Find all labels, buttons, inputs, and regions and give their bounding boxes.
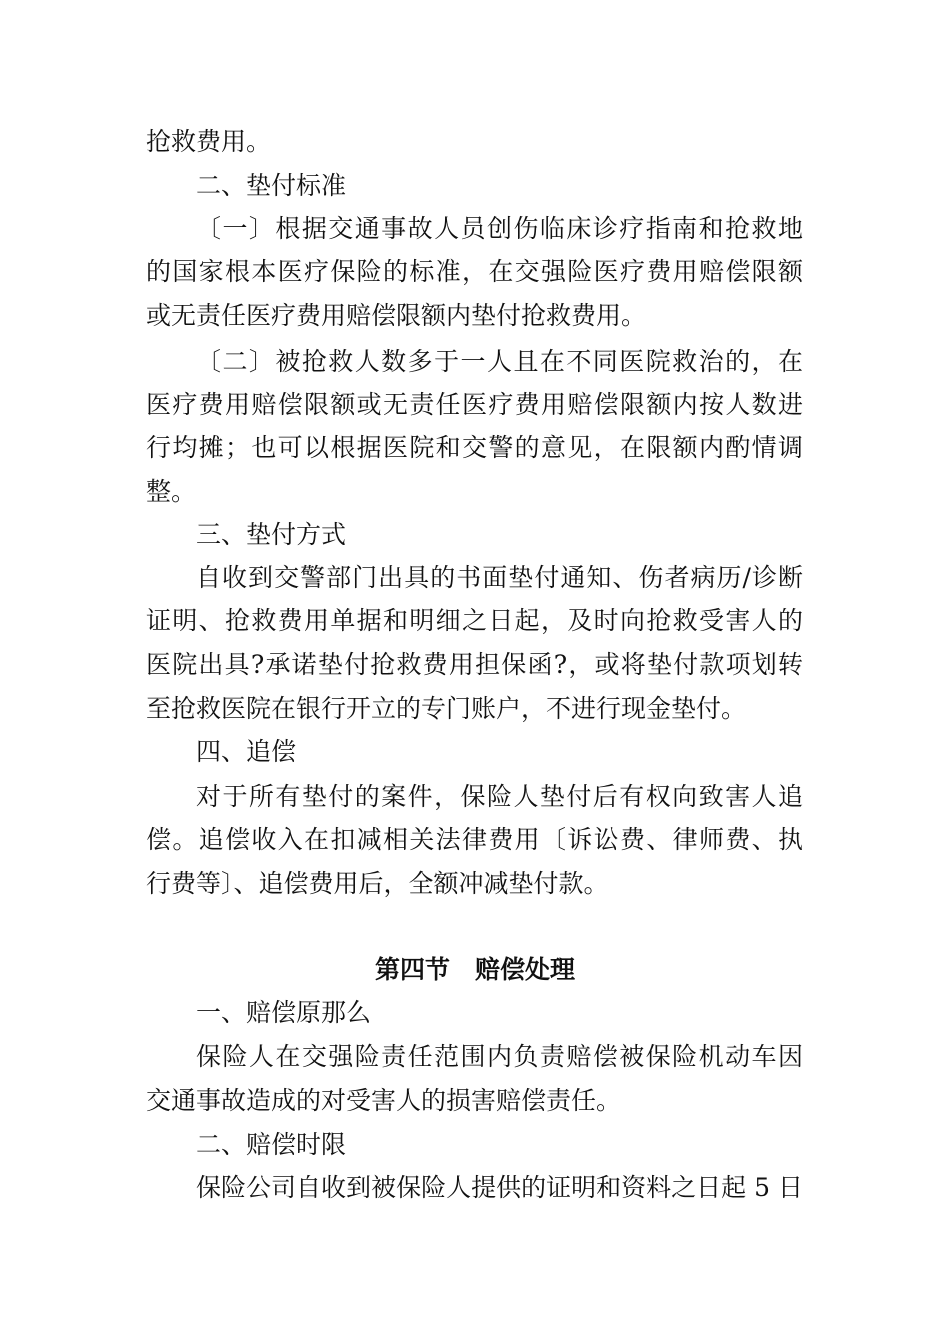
paragraph-line: 保险公司自收到被保险人提供的证明和资料之日起 5 日 [196,1173,803,1202]
section-heading: 二、垫付标准 [196,171,347,200]
paragraph-line: 偿。追偿收入在扣减相关法律费用〔诉讼费、律师费、执 [146,825,803,854]
section-heading: 三、垫付方式 [196,520,347,549]
paragraph-line: 自收到交警部门出具的书面垫付通知、伤者病历/诊断 [196,563,803,592]
section-heading: 一、赔偿原那么 [196,998,372,1027]
chapter-section-title: 第四节 赔偿处理 [374,955,575,984]
section-heading: 四、追偿 [196,737,297,766]
paragraph-line: 〔二〕被抢救人数多于一人且在不同医院救治的，在 [196,347,803,376]
paragraph-line: 证明、抢救费用单据和明细之日起，及时向抢救受害人的 [146,606,803,635]
paragraph-line: 整。 [146,477,197,506]
paragraph-line: 保险人在交强险责任范围内负责赔偿被保险机动车因 [196,1042,803,1071]
section-heading: 二、赔偿时限 [196,1130,347,1159]
paragraph-line: 的国家根本医疗保险的标准，在交强险医疗费用赔偿限额 [146,257,803,286]
paragraph-line: 至抢救医院在银行开立的专门账户，不进行现金垫付。 [146,694,747,723]
paragraph-line: 对于所有垫付的案件，保险人垫付后有权向致害人追 [196,782,803,811]
paragraph-line: 行均摊；也可以根据医院和交警的意见，在限额内酌情调 [146,433,803,462]
paragraph-line: 〔一〕根据交通事故人员创伤临床诊疗指南和抢救地 [196,214,803,243]
paragraph-line: 行费等〕、追偿费用后，全额冲减垫付款。 [146,869,609,898]
paragraph-line: 医院出具?承诺垫付抢救费用担保函?，或将垫付款项划转 [146,650,803,679]
paragraph-line: 或无责任医疗费用赔偿限额内垫付抢救费用。 [146,301,647,330]
paragraph-line: 抢救费用。 [146,127,272,156]
paragraph-line: 交通事故造成的对受害人的损害赔偿责任。 [146,1086,622,1115]
paragraph-line: 医疗费用赔偿限额或无责任医疗费用赔偿限额内按人数进 [146,390,803,419]
